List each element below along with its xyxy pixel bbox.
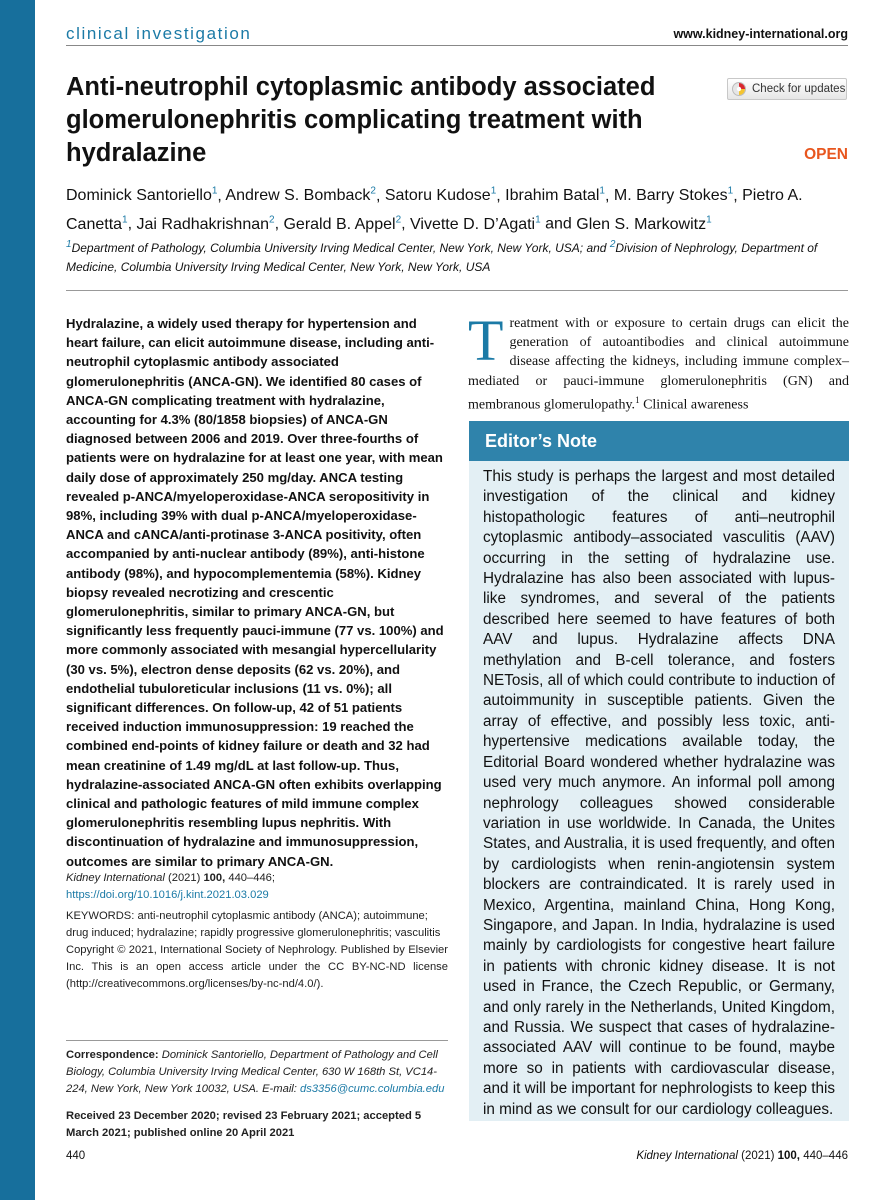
affiliations: $^1$Department of Pathology, Columbia University Irving Medical Center, New York, New York, USA; and $^2$Division of Nephrology, Department of Medicine, Columbia University Irving Medical Center, New York, New York, USA [66, 239, 818, 274]
author-list: Dominick Santoriello$^1$, Andrew S. Bomback$^2$, Satoru Kudose$^1$, Ibrahim Batal$^1$, M. Barry Stokes$^1$, Pietro A. Canetta$^1$, Jai Radhakrishnan$^2$, Gerald B. Appel$^2$, Vivette D. D’Agati$^1$ and Glen S. Markowitz$^1$ [66, 186, 803, 233]
author[interactable]: Andrew S. Bomback$^2$ [225, 186, 376, 205]
email-link[interactable]: ds3356@cumc.columbia.edu [300, 1083, 445, 1095]
journal-sidebar-band [0, 0, 35, 1200]
editors-note-box [469, 421, 849, 1121]
author[interactable]: Satoru Kudose$^1$ [384, 186, 497, 205]
check-updates-icon [732, 82, 746, 96]
copyright-notice: Copyright © 2021, International Society of Nephrology. Published by Elsevier Inc. This is an open access article under the CC BY-NC-ND license (http://creativecommons.org/licenses/by-nc-nd/4.0/). [66, 944, 448, 990]
received-dates: Received 23 December 2020; revised 23 February 2021; accepted 5 March 2021; published online 20 April 2021 [66, 1110, 422, 1139]
author[interactable]: Pietro A. Canetta$^1$ [66, 187, 803, 233]
journal-website[interactable]: www.kidney-international.org [673, 27, 848, 41]
open-access-label: OPEN [804, 146, 848, 163]
footer-citation: Kidney International (2021) 100, 440–446 [636, 1150, 848, 1162]
drop-cap: T [468, 308, 504, 373]
license-link[interactable]: http://creativecommons.org/licenses/by-nc-nd/4.0/ [69, 978, 317, 990]
page-number: 440 [66, 1150, 86, 1162]
check-updates-label: Check for updates [752, 83, 846, 95]
keywords: KEYWORDS: anti-neutrophil cytoplasmic antibody (ANCA); autoimmune; drug induced; hydralazine; rapidly progressive glomerulonephritis; vasculitis [66, 910, 441, 939]
section-label: clinical investigation [66, 24, 252, 43]
abstract: Hydralazine, a widely used therapy for hypertension and heart failure, can elicit autoimmune disease, including anti-neutrophil cytoplasmic antibody associated glomerulonephritis (ANCA-GN). We identified 80 cases of ANCA-GN complicating treatment with hydralazine, accounting for 4.3% (80/1858 biopsies) of ANCA-GN diagnosed between 2006 and 2019. Over three-fourths of patients were on hydralazine for at least one year, with mean daily dose of approximately 250 mg/day. ANCA testing revealed p-ANCA/myeloperoxidase-ANCA seropositivity in 98%, including 39% with dual p-ANCA/myeloperoxidase-ANCA and cANCA/anti-protinase 3-ANCA positivity, often accompanied by anti-nuclear antibody (89%), anti-histone antibody (98%), and hypocomplementemia (58%). Kidney biopsy revealed necrotizing and crescentic glomerulonephritis, similar to primary ANCA-GN, but significantly less frequently pauci-immune (77 vs. 100%) and more commonly associated with mesangial hypercellularity (30 vs. 5%), electron dense deposits (62 vs. 20%), and endothelial tubuloreticular inclusions (11 vs. 0%); all significant differences. On follow-up, 42 of 51 patients received induction immunosuppression: 19 reached the combined end-points of kidney failure or death and 32 had mean creatinine of 1.49 mg/dL at last follow-up. Thus, hydralazine-associated ANCA-GN often exhibits overlapping clinical and pathologic features of mild immune complex glomerulonephritis resembling lupus nephritis. With discontinuation of hydralazine and immunosuppression, outcomes are similar to primary ANCA-GN. [66, 316, 444, 869]
author[interactable]: Jai Radhakrishnan$^2$ [136, 214, 275, 233]
author[interactable]: Gerald B. Appel$^2$ [283, 214, 402, 233]
reference-marker[interactable]: 1 [635, 394, 640, 405]
author[interactable]: Glen S. Markowitz$^1$ [576, 214, 712, 233]
introduction-text: Treatment with or exposure to certain drugs can elicit the generation of autoantibodies and clinical autoimmune disease affecting the kidneys, including immune complex–mediated or pauci-immune glomerulonephritis (GN) and membranous glomerulopathy.$^1$ Clinical awareness [468, 308, 849, 413]
check-for-updates-button[interactable] [727, 78, 847, 100]
affiliation-divider [66, 290, 848, 291]
author[interactable]: M. Barry Stokes$^1$ [613, 186, 734, 205]
author[interactable]: Vivette D. D’Agati$^1$ [410, 214, 541, 233]
author[interactable]: Ibrahim Batal$^1$ [505, 186, 605, 205]
header-divider [66, 45, 848, 46]
correspondence: Correspondence: Dominick Santoriello, Department of Pathology and Cell Biology, Columbia University Irving Medical Center, 630 W 168th St, VC14-224, New York, New York 10032, USA. E-mail: ds3356@cumc.columbia.edu [66, 1049, 445, 1095]
editors-note-heading: Editor’s Note [469, 421, 849, 461]
article-title: Anti-neutrophil cytoplasmic antibody associated glomerulonephritis complicating treatment with hydralazine [66, 73, 656, 167]
citation-line: Kidney International (2021) 100, 440–446; https://doi.org/10.1016/j.kint.2021.03.029 [66, 872, 276, 901]
editors-note-body: This study is perhaps the largest and most detailed investigation of the clinical and kidney histopathologic features of anti–neutrophil cytoplasmic antibody–associated vasculitis (AAV) occurring in the setting of hydralazine use. Hydralazine has also been associated with lupus-like syndromes, and several of the patients described here seemed to have features of both AAV and lupus. Hydralazine affects DNA methylation and B-cell tolerance, and fosters NETosis, all of which could contribute to induction of autoimmunity in susceptible patients. Given the array of effective, and possibly less toxic, anti-hypertensive medications available today, the Editorial Board wondered whether hydralazine was used very much anymore. An informal poll among nephrology colleagues showed considerable variation in use worldwide. In Canada, the Unites States, and Australia, it is used frequently, and often by cardiologists when renin-angiotensin system blockers are contraindicated. It is rarely used in Mexico, Argentina, mainland China, Hong Kong, Singapore, and Japan. In India, hydralazine is used mainly by cardiologists for congestive heart failure in patients with chronic kidney disease. It is not used in France, the Czech Republic, or Germany, and only rarely in the Netherlands, United Kingdom, and Russia. We suspect that cases of hydralazine-associated AAV will continue to be found, maybe more so in patients with cardiovascular disease, and it will be important for nephrologists to keep this in mind as we consult for our cardiology colleagues. [483, 468, 836, 1118]
correspondence-divider [66, 1040, 448, 1041]
doi-link[interactable]: https://doi.org/10.1016/j.kint.2021.03.029 [66, 888, 269, 901]
author[interactable]: Dominick Santoriello$^1$ [66, 186, 218, 205]
